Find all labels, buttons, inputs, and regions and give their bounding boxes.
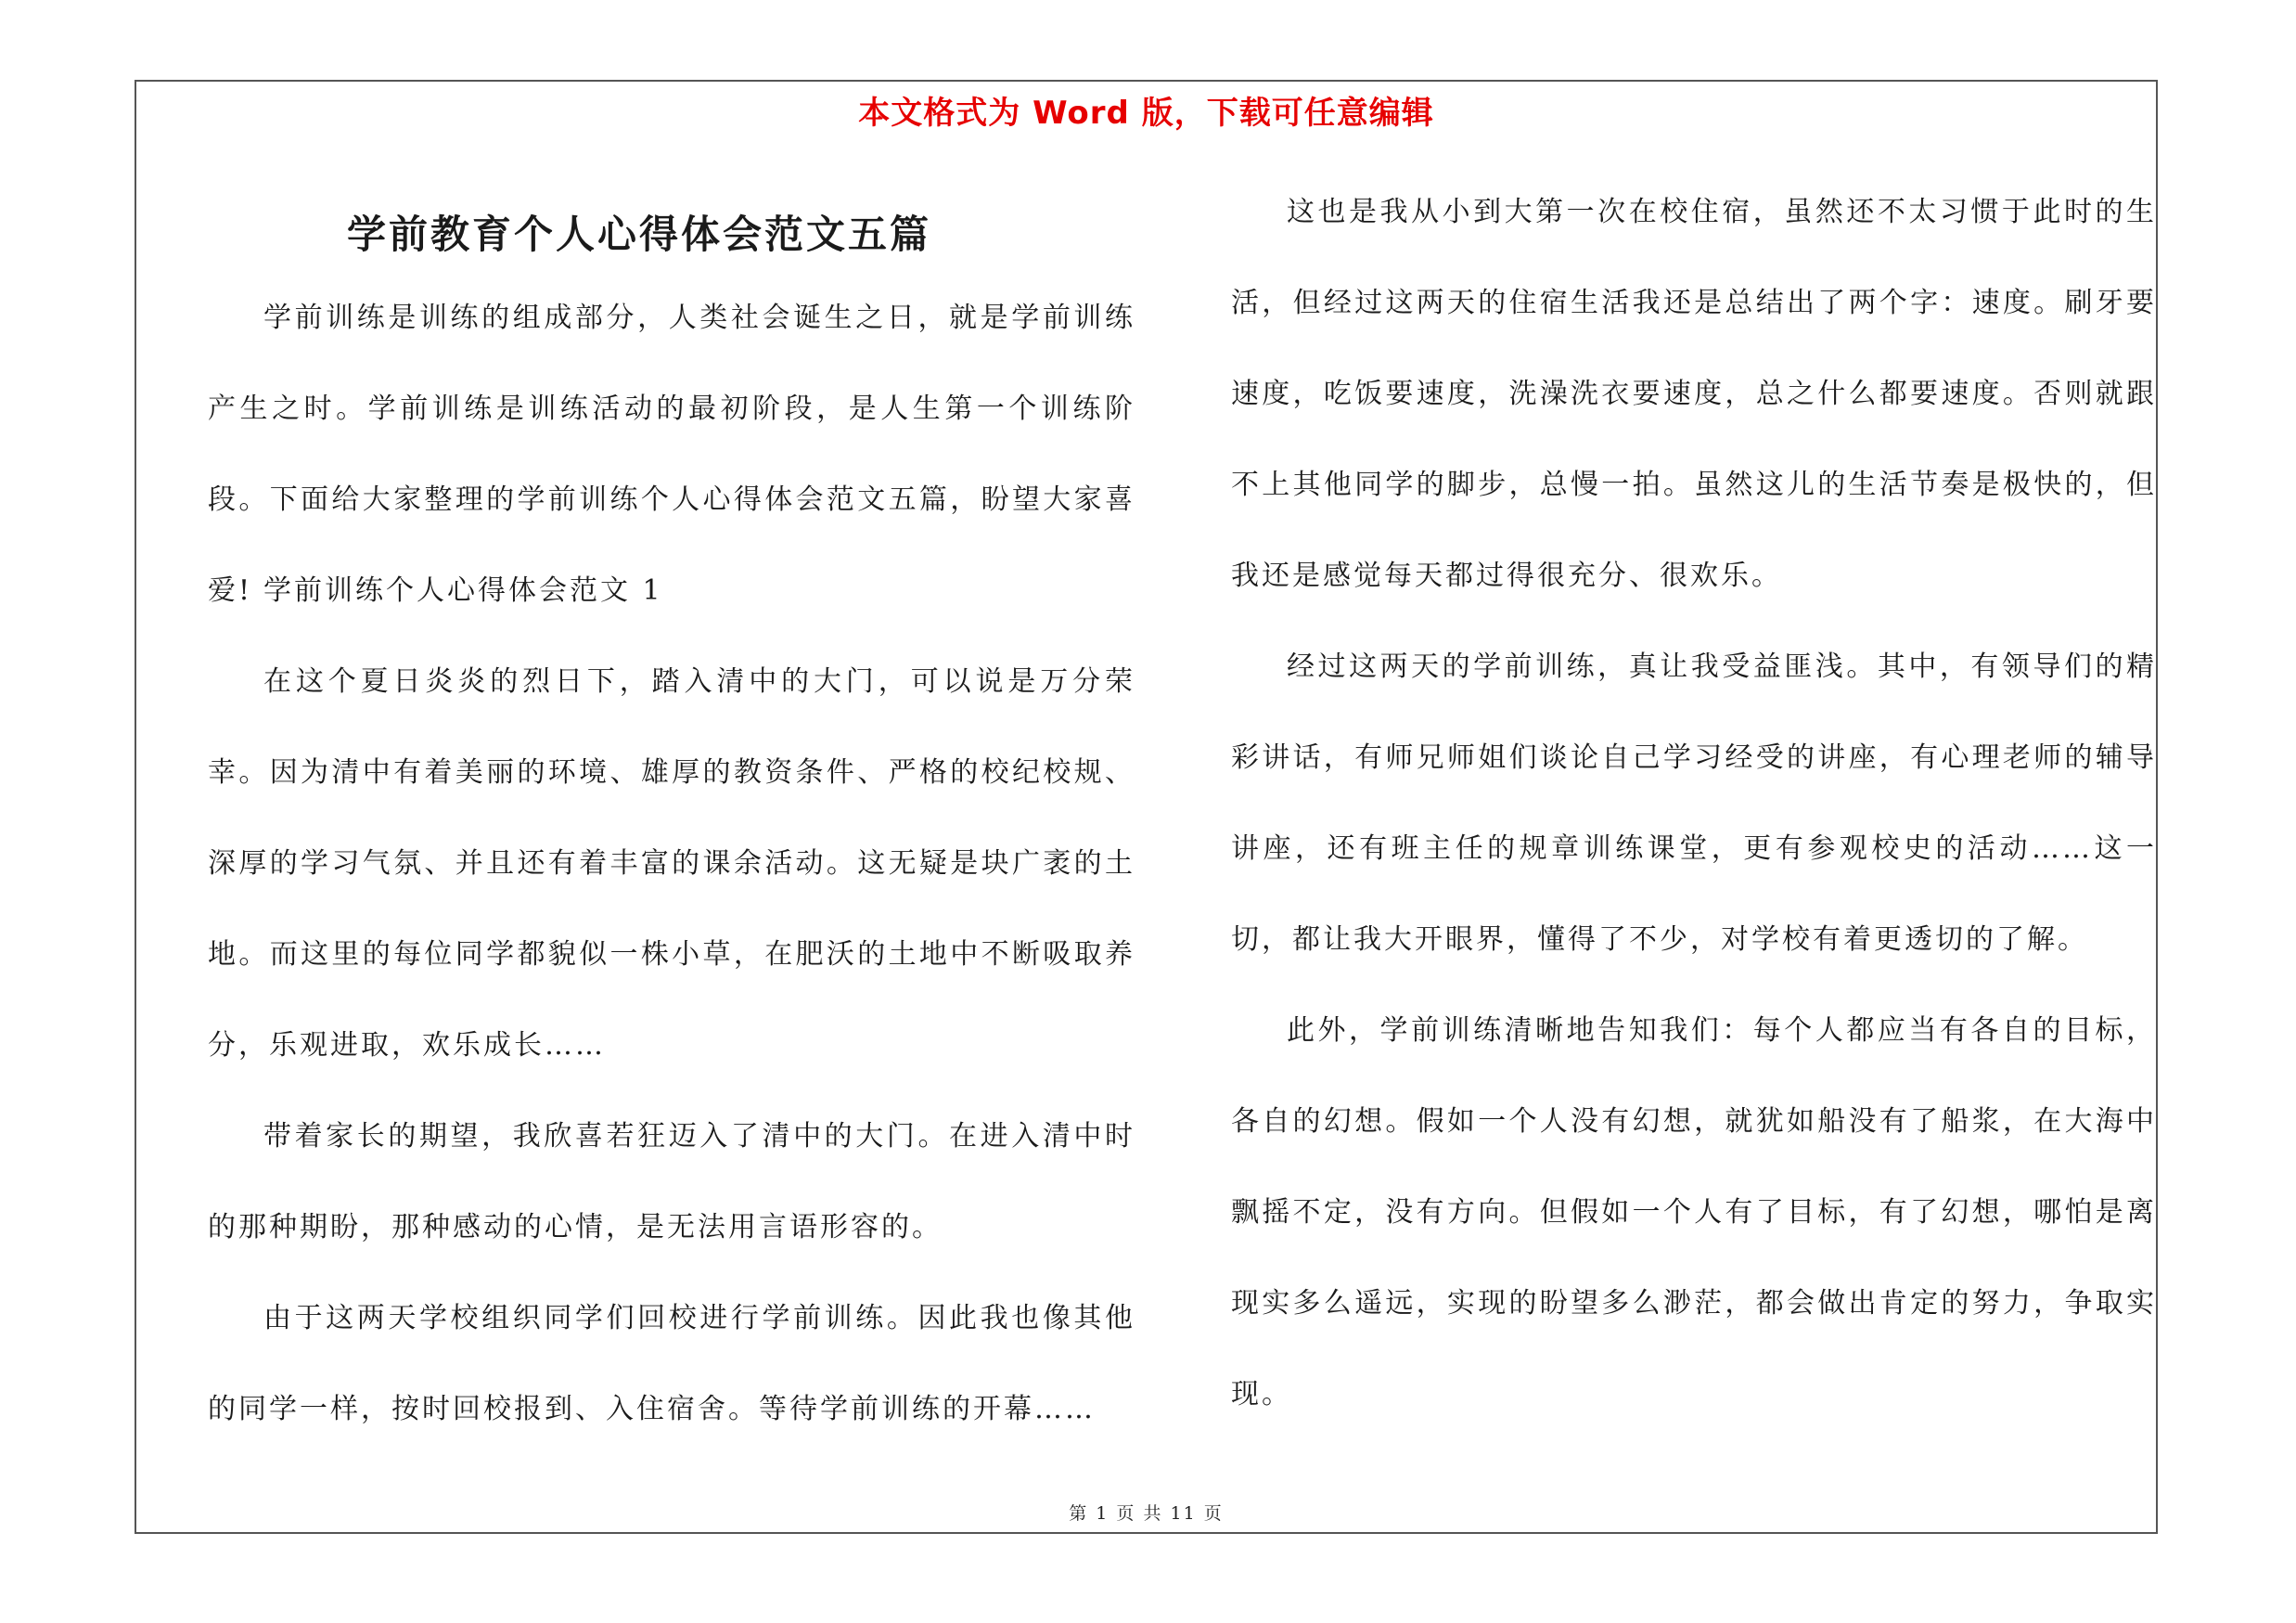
document-page	[135, 80, 2158, 1534]
body-paragraph: 在这个夏日炎炎的烈日下，踏入清中的大门，可以说是万分荣幸。因为清中有着美丽的环境、雄厚的教资条件、严格的校纪校规、深厚的学习气氛、并且还有着丰富的课余活动。这无疑是块广袤的土地。而这里的每位同学都貌似一株小草，在肥沃的土地中不断吸取养分，乐观进取，欢乐成长……	[208, 665, 1135, 1062]
body-paragraph: 这也是我从小到大第一次在校住宿，虽然还不太习惯于此时的生活，但经过这两天的住宿生活我还是总结出了两个字：速度。刷牙要速度，吃饭要速度，洗澡洗衣要速度，总之什么都要速度。否则就跟不上其他同学的脚步，总慢一拍。虽然这儿的生活节奏是极快的，但我还是感觉每天都过得很充分、很欢乐。	[1231, 196, 2157, 592]
document-title: 学前教育个人心得体会范文五篇	[346, 212, 931, 257]
body-paragraph: 经过这两天的学前训练，真让我受益匪浅。其中，有领导们的精彩讲话，有师兄师姐们谈论自己学习经受的讲座，有心理老师的辅导讲座，还有班主任的规章训练课堂，更有参观校史的活动……这一切，都让我大开眼界，懂得了不少，对学校有着更透切的了解。	[1231, 650, 2157, 956]
section-heading-1: 学前训练个人心得体会范文 1	[263, 574, 663, 607]
page-number: 第 1 页 共 11 页	[1069, 1503, 1224, 1524]
right-column	[1231, 82, 2157, 1532]
format-banner: 本文格式为 Word 版，下载可任意编辑	[858, 95, 1434, 132]
body-paragraph: 由于这两天学校组织同学们回校进行学前训练。因此我也像其他的同学一样，按时回校报到、入住宿舍。等待学前训练的开幕……	[208, 1302, 1135, 1425]
body-paragraph: 此外，学前训练清晰地告知我们：每个人都应当有各自的目标，各自的幻想。假如一个人没有幻想，就犹如船没有了船浆，在大海中飘摇不定，没有方向。但假如一个人有了目标，有了幻想，哪怕是离现实多么遥远，实现的盼望多么渺茫，都会做出肯定的努力，争取实现。	[1231, 1014, 2157, 1410]
intro-paragraph: 学前训练是训练的组成部分，人类社会诞生之日，就是学前训练产生之时。学前训练是训练活动的最初阶段，是人生第一个训练阶段。下面给大家整理的学前训练个人心得体会范文五篇，盼望大家喜爱!	[208, 302, 1135, 607]
left-column	[208, 82, 1135, 1532]
body-paragraph: 带着家长的期望，我欣喜若狂迈入了清中的大门。在进入清中时的那种期盼，那种感动的心情，是无法用言语形容的。	[208, 1120, 1135, 1243]
